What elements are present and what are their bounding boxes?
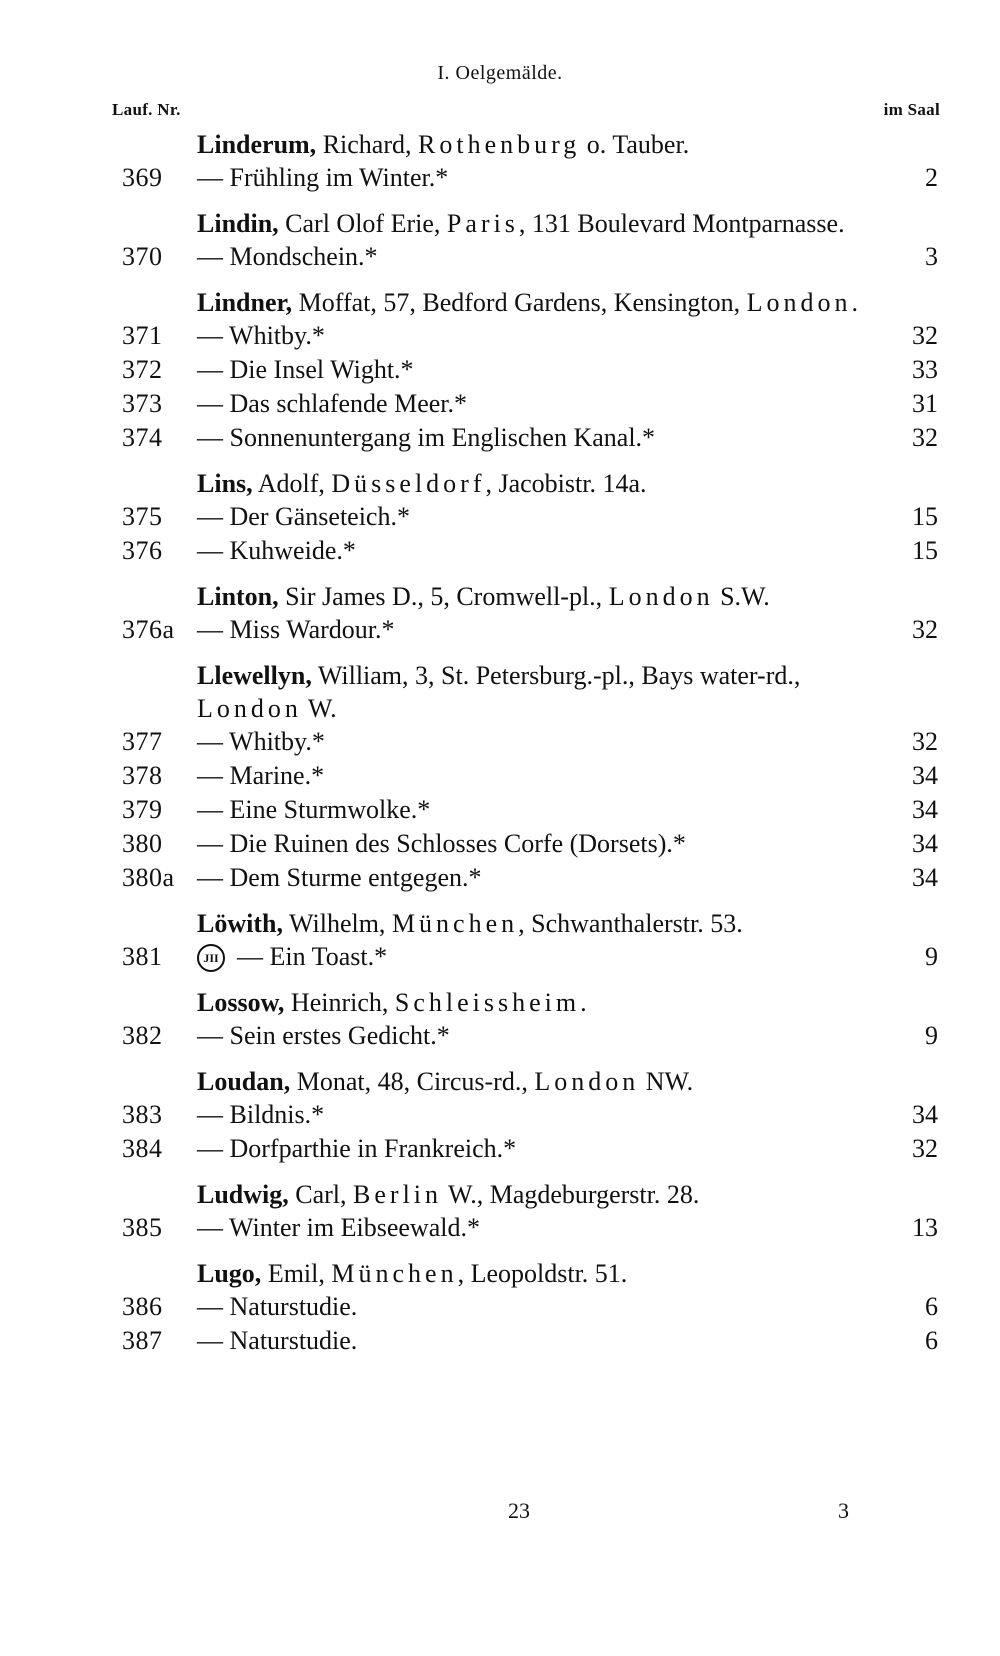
artist-place: London (197, 694, 302, 723)
artist-details: Adolf, (252, 469, 332, 498)
work-title: — Dem Sturme entgegen.* (197, 863, 482, 892)
artist-name: Loudan, (197, 1067, 291, 1096)
work-row (0, 940, 1000, 974)
room-number: 3 (925, 242, 938, 271)
room-number: 32 (912, 1134, 938, 1163)
artist-name: Linderum, (197, 130, 317, 159)
catalog-number: 387 (122, 1326, 163, 1355)
artist-place: London (746, 288, 852, 317)
work-row (0, 1324, 1000, 1358)
work-row (0, 759, 1000, 793)
artist-details: William, 3, St. Petersburg.-pl., Bays water-rd., (311, 661, 801, 690)
artist-address: W. (301, 694, 337, 723)
work-title-cell (197, 1019, 450, 1053)
artist-heading (197, 659, 897, 725)
work-title: — Ein Toast.* (237, 942, 388, 971)
artist-address: S.W. (713, 582, 770, 611)
artist-details: Carl, (288, 1180, 354, 1209)
artist-details: Carl Olof Erie, (278, 209, 447, 238)
work-title: — Die Insel Wight.* (197, 355, 414, 384)
artist-place: London (534, 1067, 640, 1096)
artist-heading (197, 207, 897, 240)
work-row (0, 1290, 1000, 1324)
artist-heading (197, 907, 897, 940)
room-number: 34 (912, 761, 938, 790)
work-title-cell (197, 1324, 357, 1358)
work-row (0, 1098, 1000, 1132)
work-row (0, 827, 1000, 861)
work-title-cell (197, 793, 430, 827)
artist-name: Lins, (197, 469, 253, 498)
artist-heading (197, 1065, 897, 1098)
work-row (0, 725, 1000, 759)
catalog-number: 373 (122, 389, 163, 418)
artist-place: Schleissheim (394, 988, 581, 1017)
artist-entry (0, 659, 1000, 895)
printer-signature: 23 (508, 1498, 530, 1523)
room-number: 32 (912, 321, 938, 350)
work-row (0, 613, 1000, 647)
catalog-entries (0, 128, 1000, 1370)
catalog-number: 381 (122, 942, 163, 971)
work-row (0, 387, 1000, 421)
room-number: 33 (912, 355, 938, 384)
work-row (0, 1019, 1000, 1053)
artist-address: o. Tauber. (580, 130, 690, 159)
work-title: — Frühling im Winter.* (197, 163, 449, 192)
artist-place: Berlin (353, 1180, 443, 1209)
work-title: — Naturstudie. (197, 1326, 358, 1355)
work-title-cell (197, 1098, 324, 1132)
work-title: — Die Ruinen des Schlosses Corfe (Dorsets).* (197, 829, 686, 858)
room-number: 6 (925, 1292, 938, 1321)
artist-details: Wilhelm, (282, 909, 392, 938)
room-number: 34 (912, 829, 938, 858)
work-title-cell (197, 613, 395, 647)
artist-details: Sir James D., 5, Cromwell-pl., (278, 582, 609, 611)
catalog-number: 380 (122, 829, 163, 858)
artist-name: Llewellyn, (197, 661, 312, 690)
room-number: 32 (912, 423, 938, 452)
catalog-number: 386 (122, 1292, 163, 1321)
artist-place: London (608, 582, 714, 611)
catalog-number: 384 (122, 1134, 163, 1163)
work-title: — Sein erstes Gedicht.* (197, 1021, 450, 1050)
artist-entry (0, 207, 1000, 274)
artist-name: Lindner, (197, 288, 293, 317)
work-title: — Naturstudie. (197, 1292, 358, 1321)
artist-entry (0, 986, 1000, 1053)
work-row (0, 319, 1000, 353)
work-title-cell (197, 725, 325, 759)
artist-details: Moffat, 57, Bedford Gardens, Kensington, (292, 288, 747, 317)
artist-entry (0, 467, 1000, 568)
running-head: I. Oelgemälde. (437, 62, 563, 84)
column-header-room: im Saal (883, 100, 940, 119)
column-header-number: Lauf. Nr. (112, 100, 181, 119)
work-title-cell (197, 861, 482, 895)
artist-address: , 131 Boulevard Montparnasse. (518, 209, 845, 238)
artist-entry (0, 907, 1000, 974)
artist-heading (197, 467, 897, 500)
work-title-cell (197, 1211, 480, 1245)
room-number: 15 (912, 502, 938, 531)
work-title: — Kuhweide.* (197, 536, 356, 565)
work-title-cell (197, 1290, 357, 1324)
work-title-cell (197, 319, 325, 353)
artist-name: Lossow, (197, 988, 285, 1017)
artist-entry (0, 1065, 1000, 1166)
artist-entry (0, 580, 1000, 647)
artist-name: Lindin, (197, 209, 279, 238)
artist-address: . (851, 288, 858, 317)
room-number: 34 (912, 863, 938, 892)
artist-address: NW. (639, 1067, 694, 1096)
work-title: — Whitby.* (197, 321, 325, 350)
artist-heading (197, 128, 897, 161)
artist-entry (0, 1257, 1000, 1358)
work-title: — Sonnenuntergang im Englischen Kanal.* (197, 423, 656, 452)
medal-mark-icon: JII (197, 944, 225, 972)
work-title-cell (197, 534, 356, 568)
room-number: 31 (912, 389, 938, 418)
catalog-number: 370 (122, 242, 163, 271)
artist-name: Löwith, (197, 909, 283, 938)
catalog-number: 369 (122, 163, 163, 192)
artist-place: München (331, 1259, 458, 1288)
artist-name: Ludwig, (197, 1180, 289, 1209)
work-title: — Miss Wardour.* (197, 615, 395, 644)
work-title-cell (197, 161, 448, 195)
work-row (0, 353, 1000, 387)
artist-heading (197, 986, 897, 1019)
room-number: 34 (912, 795, 938, 824)
room-number: 15 (912, 536, 938, 565)
catalog-number: 374 (122, 423, 163, 452)
artist-details: Richard, (316, 130, 418, 159)
work-title-cell (197, 500, 410, 534)
room-number: 32 (912, 615, 938, 644)
work-row (0, 421, 1000, 455)
work-title: — Eine Sturmwolke.* (197, 795, 431, 824)
artist-place: München (391, 909, 519, 938)
work-title-cell (197, 940, 387, 974)
work-row (0, 1132, 1000, 1166)
artist-address: W., Magdeburgerstr. 28. (442, 1180, 700, 1209)
room-number: 9 (925, 1021, 938, 1050)
room-number: 6 (925, 1326, 938, 1355)
catalog-number: 376a (122, 615, 175, 644)
catalog-number: 377 (122, 727, 163, 756)
work-row (0, 1211, 1000, 1245)
catalog-number: 371 (122, 321, 163, 350)
work-title: — Winter im Eibseewald.* (197, 1213, 480, 1242)
catalog-number: 385 (122, 1213, 163, 1242)
catalog-number: 376 (122, 536, 163, 565)
catalog-number: 379 (122, 795, 163, 824)
artist-address: , Schwanthalerstr. 53. (518, 909, 743, 938)
work-title: — Mondschein.* (197, 242, 378, 271)
work-title-cell (197, 827, 686, 861)
sheet-mark: 3 (838, 1498, 849, 1523)
work-title-cell (197, 421, 655, 455)
artist-details: Emil, (261, 1259, 332, 1288)
artist-name: Lugo, (197, 1259, 262, 1288)
work-row (0, 534, 1000, 568)
artist-entry (0, 286, 1000, 455)
artist-name: Linton, (197, 582, 279, 611)
artist-heading (197, 1257, 897, 1290)
artist-heading (197, 1178, 897, 1211)
room-number: 13 (912, 1213, 938, 1242)
work-title: — Der Gänseteich.* (197, 502, 410, 531)
catalog-number: 382 (122, 1021, 163, 1050)
work-row (0, 500, 1000, 534)
work-title: — Dorfparthie in Frankreich.* (197, 1134, 517, 1163)
room-number: 9 (925, 942, 938, 971)
work-title-cell (197, 240, 378, 274)
artist-place: Paris (446, 209, 519, 238)
room-number: 32 (912, 727, 938, 756)
artist-address: , Jacobistr. 14a. (485, 469, 647, 498)
work-title: — Whitby.* (197, 727, 325, 756)
work-row (0, 240, 1000, 274)
artist-address: , Leopoldstr. 51. (457, 1259, 628, 1288)
catalog-number: 378 (122, 761, 163, 790)
work-title-cell (197, 387, 467, 421)
artist-details: Heinrich, (284, 988, 395, 1017)
artist-details: Monat, 48, Circus-rd., (290, 1067, 535, 1096)
catalog-number: 380a (122, 863, 175, 892)
work-title: — Das schlafende Meer.* (197, 389, 468, 418)
work-title-cell (197, 353, 414, 387)
artist-place: Düsseldorf (331, 469, 486, 498)
work-title: — Marine.* (197, 761, 325, 790)
catalog-number: 383 (122, 1100, 163, 1129)
artist-entry (0, 128, 1000, 195)
artist-address: . (580, 988, 587, 1017)
room-number: 34 (912, 1100, 938, 1129)
artist-place: Rothenburg (418, 130, 581, 159)
work-row (0, 861, 1000, 895)
work-title: — Bildnis.* (197, 1100, 325, 1129)
artist-heading (197, 286, 897, 319)
work-title-cell (197, 1132, 516, 1166)
artist-entry (0, 1178, 1000, 1245)
room-number: 2 (925, 163, 938, 192)
work-title-cell (197, 759, 324, 793)
catalog-number: 372 (122, 355, 163, 384)
artist-heading (197, 580, 897, 613)
catalog-number: 375 (122, 502, 163, 531)
work-row (0, 793, 1000, 827)
work-row (0, 161, 1000, 195)
